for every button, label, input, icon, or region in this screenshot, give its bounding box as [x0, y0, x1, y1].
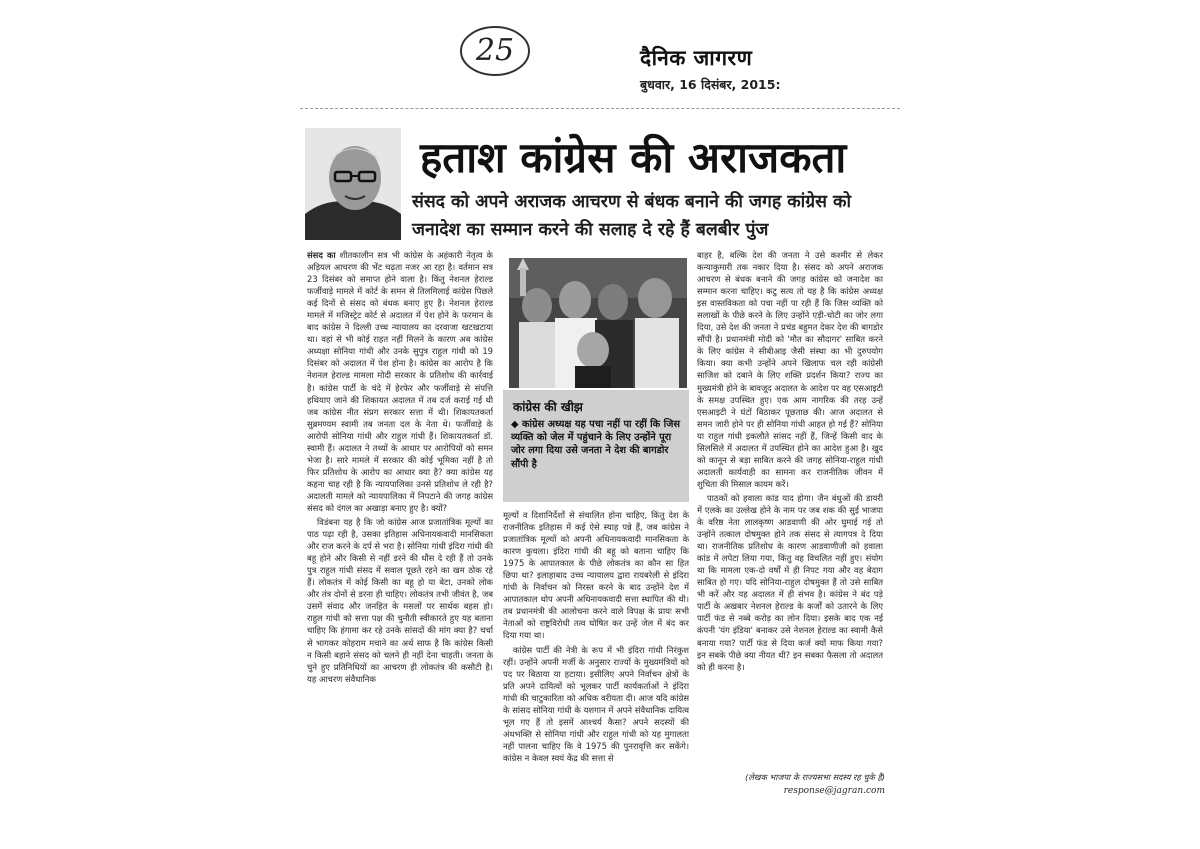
article-column-3 [697, 249, 883, 777]
headline: हताश कांग्रेस की अराजकता [420, 133, 847, 182]
news-photo [509, 258, 687, 388]
article-column-1 [307, 249, 493, 805]
author-photo [305, 128, 401, 240]
newspaper-masthead: दैनिक जागरण [640, 46, 753, 70]
article-paragraph: मूल्यों व दिशानिर्देशों से संचालित होना चाहिए, किंतु देश के राजनीतिक इतिहास में कई ऐसे स्याह पन्ने हैं, जब कांग्रेस ने प्रजातांत्रिक मूल्यों को अपनी अधिनायकवादी मानसिकता के कारण कुचला। इंदिरा गांधी की बहू को बताना चाहिए कि 1975 के आपातकाल के पीछे लोकतंत्र का कौन सा हित छिपा था? इलाहाबाद उच्च न्यायालय द्वारा रायबरेली से इंदिरा गांधी के निर्वाचन को निरस्त करने के बाद उन्होंने देश में आपातकाल थोप अपनी अधिनायकवादी सत्ता स्थापित की थी। तब प्रधानमंत्री की आलोचना करने वाले विपक्ष के प्रायः सभी नेताओं को राष्ट्रविरोधी तत्व घोषित कर उन्हें जेल में बंद कर दिया गया था। [503, 510, 689, 641]
article-paragraph: बाहर है, बल्कि देश की जनता ने उसे कश्मीर से लेकर कन्याकुमारी तक नकार दिया है। संसद को अपने अराजक आचरण से बंधक बनाने की जगह कांग्रेस को जनादेश का सम्मान करना चाहिए। कटु सत्य तो यह है कि कांग्रेस अध्यक्ष इस वास्तविकता को पचा नहीं पा रही हैं कि जिस व्यक्ति को सलाखों के पीछे करने के लिए उन्होंने एड़ी-चोटी का जोर लगा दिया, उसे देश की जनता ने प्रचंड बहुमत देकर देश की बागडोर सौंपी है। प्रधानमंत्री मोदी को 'मौत का सौदागर' साबित करने के लिए कांग्रेस ने सीबीआइ जैसी संस्था का भी दुरुपयोग किया। क्या कभी उन्होंने अपने खिलाफ चल रही कांग्रेसी साजिश को दबाने के लिए शक्ति प्रदर्शन किया? राज्य का मुख्यमंत्री होने के बावजूद अदालत के आदेश पर वह एसआइटी के समक्ष उपस्थित हुए। एक आम नागरिक की तरह उन्हें एसआइटी ने घंटों बिठाकर पूछताछ की। आज अदालत से समन जारी होने पर ही सोनिया गांधी आहत हो गई हैं? सोनिया या राहुल गांधी इकलौते सांसद नहीं हैं, जिन्हें किसी वाद के सिलसिले में अदालत में उपस्थित होने का आदेश हुआ है। खुद को कानून से बड़ा साबित करने की जगह सोनिया-राहुल गांधी अदालती कार्यवाही का सामना कर राजनीतिक जीवन में शुचिता की मिसाल कायम करें। [697, 250, 883, 489]
subheadline: संसद को अपने अराजक आचरण से बंधक बनाने की जगह कांग्रेस को जनादेश का सम्मान करने की सलाह दे रहे हैं बलबीर पुंज [412, 192, 851, 240]
author-note: (लेखक भाजपा के राज्यसभा सदस्य रह चुके हैं) [745, 772, 885, 782]
pull-quote-title: कांग्रेस की खीझ [513, 400, 583, 414]
article-paragraph: शीतकालीन सत्र भी कांग्रेस के अहंकारी नेतृत्व के अड़ियल आचरण की भेंट चढ़ता नजर आ रहा है। वर्तमान सत्र 23 दिसंबर को समाप्त होने वाला है। किंतु नेशनल हेराल्ड फर्जीवाड़े मामले में कोर्ट के समन से तिलमिलाई कांग्रेस पिछले कई दिनों से संसद को बंधक बनाए हुए है। नेशनल हेराल्ड मामले में मजिस्ट्रेट कोर्ट से अदालत में पेश होने के फरमान के बाद कांग्रेस ने दिल्ली उच्च न्यायालय का दरवाजा खटखटाया था। वहां से भी कोई राहत नहीं मिलने के कारण अब कांग्रेस अध्यक्षा सोनिया गांधी और उनके सुपुत्र राहुल गांधी को 19 दिसंबर को अदालत में पेश होना है। कांग्रेस का आरोप है कि नेशनल हेराल्ड मामला मोदी सरकार के प्रतिशोध की कार्रवाई है। कांग्रेस पार्टी के चंदे में हेरफेर और फर्जीवाड़े से संपत्ति हथियाए जाने की शिकायत अदालत में तब दर्ज कराई गई थी जब कांग्रेस नीत संप्रग सरकार सत्ता में थी। शिकायतकर्ता सुब्रमण्यम स्वामी तब जनता दल के नेता थे। फर्जीवाड़े के आरोपी सोनिया गांधी और राहुल गांधी हैं। शिकायतकर्ता डॉ. स्वामी हैं। अदालत ने तथ्यों के आधार पर आरोपियों को समन भेजा है। सारे मामले में सरकार की कोई भूमिका नहीं है तो फिर प्रतिशोध के आरोप का आधार क्या है? क्या कांग्रेस यह कहना चाह रही है कि न्यायपालिका उनसे प्रतिशोध ले रही है? अदालती मामले को न्यायपालिका में निपटाने की जगह कांग्रेस संसद को दंगल का अखाड़ा बनाए हुए है। क्यों? [307, 250, 493, 513]
article-column-2 [503, 509, 689, 804]
pull-quote-text: ◆ कांग्रेस अध्यक्ष यह पचा नहीं पा रहीं कि जिस व्यक्ति को जेल में पहुंचाने के लिए उन्होंने पूरा जोर लगा दिया उसे जनता ने देश की बागडोर सौंपी है [511, 419, 681, 470]
article-paragraph: पाठकों को हवाला कांड याद होगा। जैन बंधुओं की डायरी में एलके का उल्लेख होने के नाम पर जब शक की सुई भाजपा के वरिष्ठ नेता लालकृष्ण आडवाणी की ओर घुमाई गई तो उन्होंने तत्काल दोषमुक्त होने तक संसद से त्यागपत्र दे दिया था। राजनीतिक प्रतिशोध के कारण आडवाणीजी को हवाला कांड में लपेटा लिया गया, किंतु वह विचलित नहीं हुए। संयोग था कि मामला एक-दो वर्षों में ही निपट गया और वह बेदाग साबित हो गए। यदि सोनिया-राहुल दोषमुक्त हैं तो उसे साबित भी करें और यह अदालत में ही संभव है। कांग्रेस ने बंद पड़े पार्टी के अखबार नेशनल हेराल्ड के कर्जों को उतारने के लिए पार्टी फंड से नब्बे करोड़ का लोन दिया। इसके बाद एक नई कंपनी 'यंग इंडिया' बनाकर उसे नेशनल हेराल्ड का स्वामी कैसे बनाया गया? पार्टी फंड से दिया कर्ज क्यों माफ किया गया? इन सबके पीछे क्या नीयत थी? इन सबका फैसला तो अदालत को ही करना है। [697, 492, 883, 672]
article-paragraph: कांग्रेस पार्टी की नेत्री के रूप में भी इंदिरा गांधी निरंकुश रहीं। उन्होंने अपनी मर्जी के अनुसार राज्यों के मुख्यमंत्रियों को पद पर बिठाया या हटाया। इसीलिए अपने निर्वाचन क्षेत्रों के प्रति अपने दायित्वों को भूलकर पार्टी कार्यकर्ताओं ने इंदिरा गांधी की चाटुकारिता को अधिक वरीयता दी। आज यदि कांग्रेस के सांसद सोनिया गांधी के यशगान में अपने संवैधानिक दायित्व भूल गए हैं तो इसमें आश्चर्य कैसा? अपने सदस्यों की अंधभक्ति से सोनिया गांधी और राहुल गांधी को यह मुगालता नहीं पालना चाहिए कि वे 1975 की पुनरावृत्ति कर सकेंगे। कांग्रेस न केवल स्वयं केंद्र की सत्ता से [503, 644, 689, 763]
dateline: बुधवार, 16 दिसंबर, 2015: [640, 77, 781, 92]
pull-quote-box [503, 390, 689, 502]
article-lead: संसद का [307, 250, 336, 260]
clipping-top-edge [300, 108, 900, 109]
author-portrait-icon [305, 128, 401, 240]
article-paragraph: विडंबना यह है कि जो कांग्रेस आज प्रजातांत्रिक मूल्यों का पाठ पढ़ा रही है, उसका इतिहास अधिनायकवादी मानसिकता और राज करने के दर्प से भरा है। सोनिया गांधी इंदिरा गांधी की बहू होने और किसी से नहीं डरने की धौंस दे रही हैं तो उनके पुत्र राहुल गांधी संसद में सवाल पूछते रहने का खम ठोक रहे हैं। लोकतंत्र में कोई किसी का बहू हो या बेटा, उनको लोक और तंत्र दोनों से डरना ही चाहिए। लोकतंत्र तभी जीवंत है, जब उसमें संवाद और जनहित के मसलों पर सार्थक बहस हो। राहुल गांधी को सत्ता पक्ष की चुनौती स्वीकारते हुए यह बताना चाहिए कि हंगामा कर रहे उनके सांसदों की मांग क्या है? चर्चा से भागकर कोहराम मचाने का अर्थ साफ है कि कांग्रेस किसी न किसी बहाने संसद को चलने ही नहीं देना चाहती। जनता के चुने हुए प्रतिनिधियों का आचरण ही लोकतंत्र की कसौटी है। यह आचरण संवैधानिक [307, 517, 493, 684]
page-number-stamp [455, 20, 535, 82]
page-number: 25 [475, 33, 515, 68]
crowd-photo-icon [509, 258, 687, 388]
response-email: response@jagran.com [783, 786, 885, 796]
